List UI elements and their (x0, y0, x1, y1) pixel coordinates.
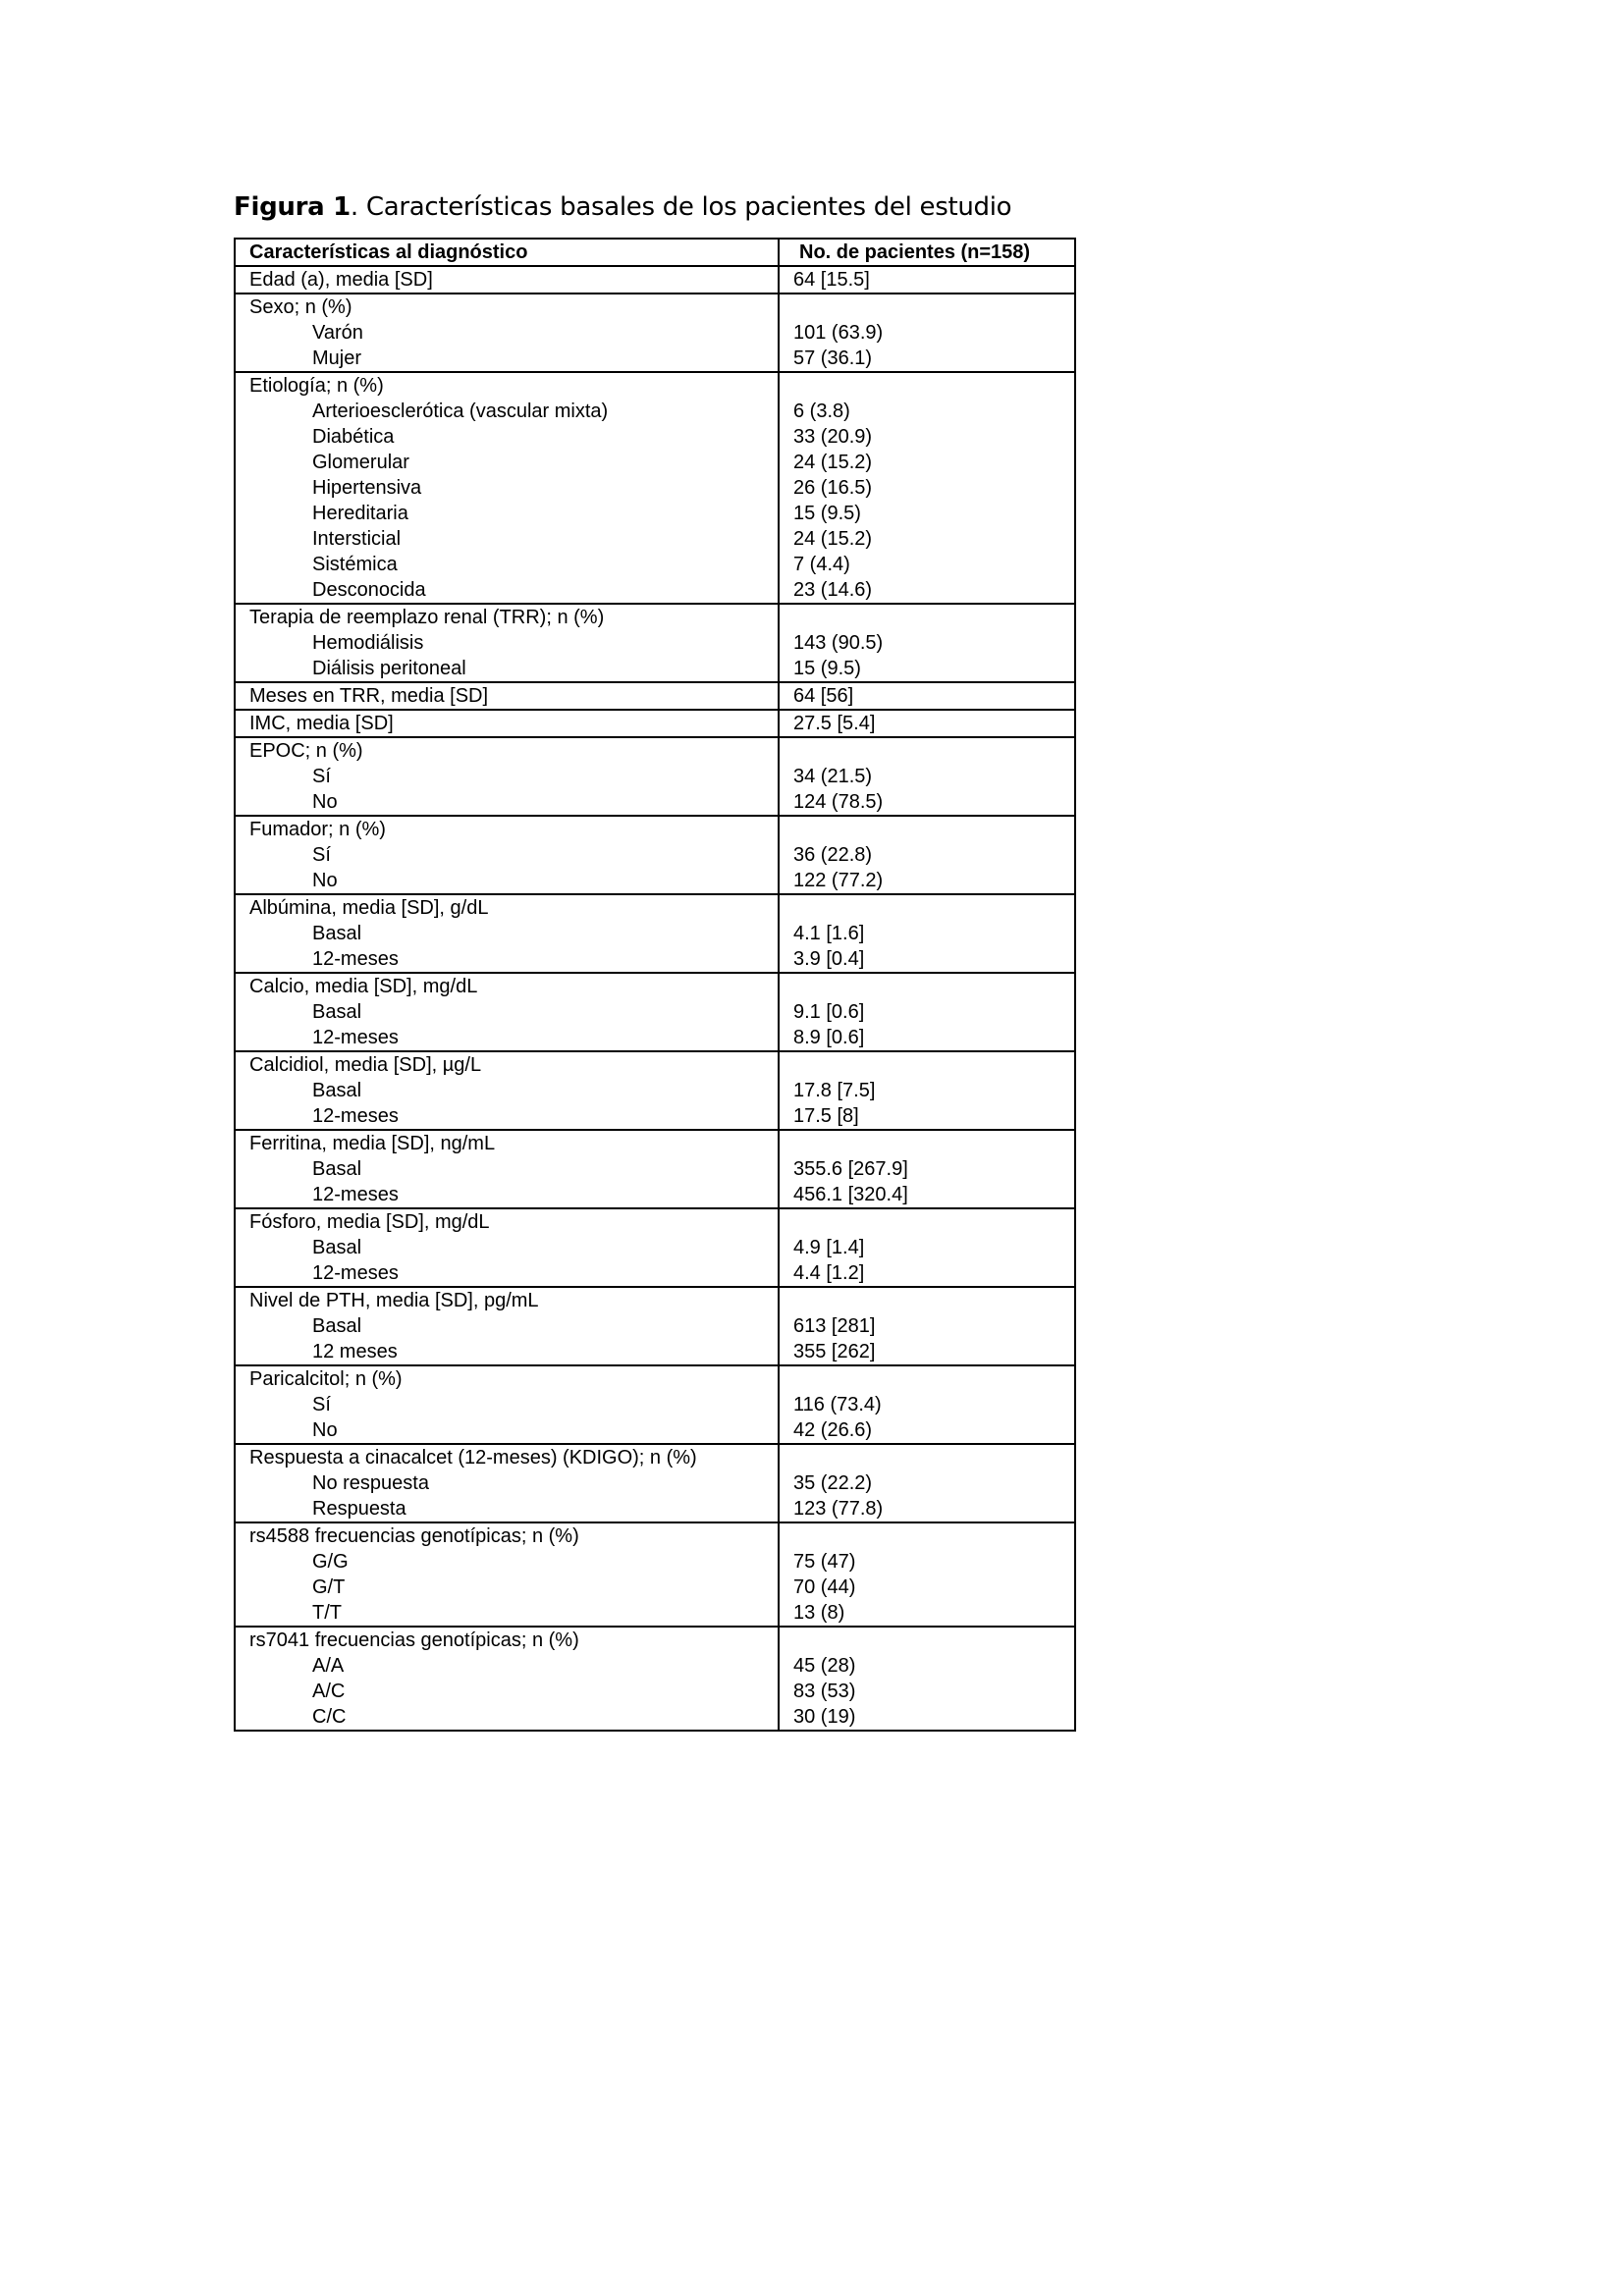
item-value: 124 (78.5) (793, 791, 884, 813)
item-label: 12-meses (312, 1027, 399, 1048)
item-value: 33 (20.9) (793, 426, 873, 448)
empty-value (793, 1523, 1074, 1549)
item-label: 12 meses (312, 1341, 398, 1362)
item-label: A/C (312, 1681, 346, 1702)
item-label: C/C (312, 1706, 347, 1728)
group-title: Albúmina, media [SD], g/dL (249, 897, 489, 919)
item-value: 75 (47) (793, 1551, 856, 1573)
characteristic-cell (235, 294, 779, 372)
characteristic-cell (235, 682, 779, 710)
item-value: 24 (15.2) (793, 452, 873, 473)
empty-value (793, 1366, 1074, 1392)
item-label: 12-meses (312, 1184, 399, 1205)
group-title: Meses en TRR, media [SD] (249, 685, 489, 707)
characteristic-cell (235, 1522, 779, 1627)
table-row (235, 1208, 1075, 1287)
item-label: Basal (312, 1001, 362, 1023)
item-value: 15 (9.5) (793, 503, 861, 524)
group-title: Sexo; n (%) (249, 296, 352, 318)
item-value: 13 (8) (793, 1602, 845, 1624)
group-title: Respuesta a cinacalcet (12-meses) (KDIGO); n (%) (249, 1447, 697, 1468)
item-label: 12-meses (312, 1262, 399, 1284)
characteristic-cell (235, 1444, 779, 1522)
item-label: Desconocida (312, 579, 426, 601)
group-value: 27.5 [5.4] (793, 713, 876, 734)
group-title: Fumador; n (%) (249, 819, 386, 840)
value-cell (779, 266, 1075, 294)
item-value: 30 (19) (793, 1706, 856, 1728)
group-title: Etiología; n (%) (249, 375, 384, 397)
characteristic-cell (235, 1365, 779, 1444)
item-value: 35 (22.2) (793, 1472, 873, 1494)
item-value: 17.8 [7.5] (793, 1080, 876, 1101)
characteristic-cell (235, 710, 779, 737)
item-label: Basal (312, 1237, 362, 1258)
group-value: 64 [15.5] (793, 269, 870, 291)
item-label: T/T (312, 1602, 342, 1624)
table-row (235, 604, 1075, 682)
item-value: 123 (77.8) (793, 1498, 884, 1520)
item-value: 36 (22.8) (793, 844, 873, 866)
group-title: rs7041 frecuencias genotípicas; n (%) (249, 1629, 579, 1651)
empty-value (793, 605, 1074, 630)
item-label: Hereditaria (312, 503, 408, 524)
item-value: 57 (36.1) (793, 347, 873, 369)
item-value: 4.1 [1.6] (793, 923, 865, 944)
item-value: 122 (77.2) (793, 870, 884, 891)
item-label: Arterioesclerótica (vascular mixta) (312, 400, 609, 422)
characteristic-cell (235, 1627, 779, 1731)
group-title: Calcio, media [SD], mg/dL (249, 976, 478, 997)
item-label: Mujer (312, 347, 362, 369)
value-cell (779, 1287, 1075, 1365)
item-value: 456.1 [320.4] (793, 1184, 908, 1205)
table-row (235, 737, 1075, 816)
empty-value (793, 1288, 1074, 1313)
header-characteristics: Características al diagnóstico (235, 239, 779, 266)
item-value: 17.5 [8] (793, 1105, 859, 1127)
item-label: Diálisis peritoneal (312, 658, 466, 679)
item-value: 24 (15.2) (793, 528, 873, 550)
empty-value (793, 1445, 1074, 1470)
header-patient-count: No. de pacientes (n=158) (779, 239, 1075, 266)
item-value: 9.1 [0.6] (793, 1001, 865, 1023)
item-label: No (312, 791, 338, 813)
table-row (235, 973, 1075, 1051)
empty-value (793, 738, 1074, 764)
characteristic-cell (235, 1287, 779, 1365)
item-label: Basal (312, 1158, 362, 1180)
item-label: Basal (312, 1315, 362, 1337)
value-cell (779, 1051, 1075, 1130)
item-value: 3.9 [0.4] (793, 948, 865, 970)
empty-value (793, 1628, 1074, 1653)
item-value: 101 (63.9) (793, 322, 884, 344)
group-title: IMC, media [SD] (249, 713, 394, 734)
value-cell (779, 710, 1075, 737)
item-label: Intersticial (312, 528, 402, 550)
item-value: 8.9 [0.6] (793, 1027, 865, 1048)
characteristic-cell (235, 266, 779, 294)
item-value: 15 (9.5) (793, 658, 861, 679)
item-label: Diabética (312, 426, 395, 448)
item-label: 12-meses (312, 1105, 399, 1127)
item-label: Sistémica (312, 554, 398, 575)
item-value: 26 (16.5) (793, 477, 873, 499)
characteristic-cell (235, 816, 779, 894)
value-cell (779, 816, 1075, 894)
table-row (235, 894, 1075, 973)
value-cell (779, 372, 1075, 604)
item-label: Basal (312, 1080, 362, 1101)
value-cell (779, 1208, 1075, 1287)
item-label: Hemodiálisis (312, 632, 424, 654)
table-row (235, 1365, 1075, 1444)
item-label: Respuesta (312, 1498, 406, 1520)
item-value: 4.4 [1.2] (793, 1262, 865, 1284)
value-cell (779, 1522, 1075, 1627)
table-row (235, 1444, 1075, 1522)
group-title: Ferritina, media [SD], ng/mL (249, 1133, 496, 1154)
item-value: 45 (28) (793, 1655, 856, 1677)
table-row (235, 710, 1075, 737)
table-row (235, 1287, 1075, 1365)
empty-value (793, 294, 1074, 320)
empty-value (793, 974, 1074, 999)
item-label: Glomerular (312, 452, 409, 473)
item-value: 355 [262] (793, 1341, 876, 1362)
item-value: 4.9 [1.4] (793, 1237, 865, 1258)
characteristic-cell (235, 1208, 779, 1287)
item-label: Sí (312, 844, 331, 866)
characteristic-cell (235, 1051, 779, 1130)
value-cell (779, 894, 1075, 973)
table-row (235, 1051, 1075, 1130)
item-label: No (312, 1419, 338, 1441)
value-cell (779, 294, 1075, 372)
group-title: EPOC; n (%) (249, 740, 363, 762)
figure-caption-text: . Características basales de los pacientes del estudio (350, 192, 1012, 222)
table-row (235, 294, 1075, 372)
characteristic-cell (235, 973, 779, 1051)
item-value: 355.6 [267.9] (793, 1158, 908, 1180)
patient-characteristics-table (234, 238, 1076, 1732)
item-label: Hipertensiva (312, 477, 422, 499)
characteristic-cell (235, 604, 779, 682)
group-title: Terapia de reemplazo renal (TRR); n (%) (249, 607, 605, 628)
figure-label: Figura 1 (234, 192, 351, 222)
item-value: 70 (44) (793, 1576, 856, 1598)
table-row (235, 266, 1075, 294)
table-row (235, 816, 1075, 894)
group-title: Calcidiol, media [SD], µg/L (249, 1054, 482, 1076)
characteristic-cell (235, 894, 779, 973)
item-value: 143 (90.5) (793, 632, 884, 654)
table-row (235, 1627, 1075, 1731)
group-value: 64 [56] (793, 685, 854, 707)
characteristic-cell (235, 737, 779, 816)
item-label: Varón (312, 322, 363, 344)
table-row (235, 1522, 1075, 1627)
item-label: Sí (312, 1394, 331, 1415)
table-row (235, 372, 1075, 604)
table-header-row (235, 239, 1075, 266)
item-label: G/T (312, 1576, 346, 1598)
figure-caption (234, 192, 1011, 222)
empty-value (793, 373, 1074, 399)
characteristic-cell (235, 1130, 779, 1208)
item-value: 23 (14.6) (793, 579, 873, 601)
group-title: Nivel de PTH, media [SD], pg/mL (249, 1290, 539, 1311)
table-row (235, 1130, 1075, 1208)
group-title: rs4588 frecuencias genotípicas; n (%) (249, 1525, 579, 1547)
group-title: Paricalcitol; n (%) (249, 1368, 403, 1390)
value-cell (779, 1627, 1075, 1731)
item-value: 116 (73.4) (793, 1394, 882, 1415)
value-cell (779, 604, 1075, 682)
item-label: G/G (312, 1551, 349, 1573)
table-row (235, 682, 1075, 710)
item-value: 83 (53) (793, 1681, 856, 1702)
item-value: 613 [281] (793, 1315, 876, 1337)
characteristic-cell (235, 372, 779, 604)
item-label: A/A (312, 1655, 345, 1677)
item-value: 42 (26.6) (793, 1419, 873, 1441)
empty-value (793, 817, 1074, 842)
empty-value (793, 1209, 1074, 1235)
item-value: 7 (4.4) (793, 554, 850, 575)
group-title: Edad (a), media [SD] (249, 269, 433, 291)
table-body (235, 266, 1075, 1731)
empty-value (793, 1052, 1074, 1078)
item-label: Sí (312, 766, 331, 787)
value-cell (779, 737, 1075, 816)
item-label: No (312, 870, 338, 891)
item-value: 6 (3.8) (793, 400, 850, 422)
item-label: Basal (312, 923, 362, 944)
value-cell (779, 1444, 1075, 1522)
value-cell (779, 973, 1075, 1051)
empty-value (793, 895, 1074, 921)
value-cell (779, 1365, 1075, 1444)
item-value: 34 (21.5) (793, 766, 873, 787)
value-cell (779, 1130, 1075, 1208)
group-title: Fósforo, media [SD], mg/dL (249, 1211, 490, 1233)
item-label: 12-meses (312, 948, 399, 970)
value-cell (779, 682, 1075, 710)
empty-value (793, 1131, 1074, 1156)
item-label: No respuesta (312, 1472, 429, 1494)
